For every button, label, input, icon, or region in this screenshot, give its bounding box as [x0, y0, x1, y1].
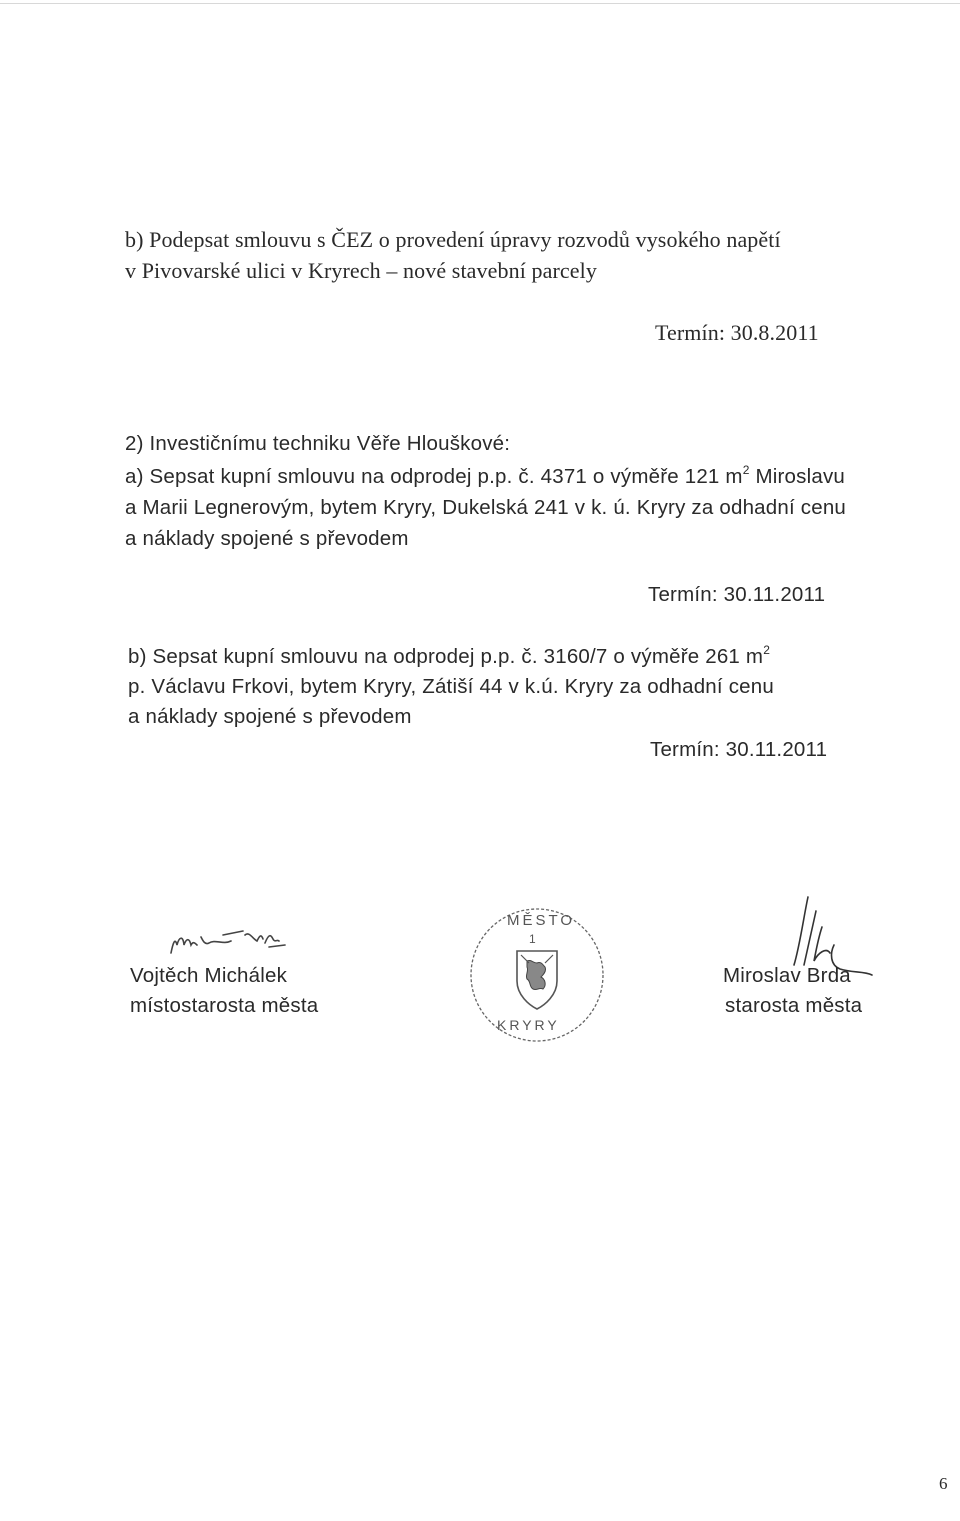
task-2b-deadline: Termín: 30.11.2011 — [650, 738, 828, 761]
stamp-bottom-text: KRYRY — [497, 1017, 560, 1033]
task-2a-text: a) Sepsat kupní smlouvu na odprodej p.p. č. 4371 o výměře 121 m — [125, 465, 743, 488]
task-2a-line-1 — [125, 463, 845, 488]
task-2b-line-1 — [128, 643, 771, 668]
superscript-2: 2 — [763, 643, 771, 657]
task-2b-line-2: p. Václavu Frkovi, bytem Kryry, Zátiší 44 v k.ú. Kryry za odhadní cenu — [128, 675, 774, 698]
stamp-number: 1 — [529, 932, 536, 946]
task-2a-line-2: a Marii Legnerovým, bytem Kryry, Dukelská 241 v k. ú. Kryry za odhadní cenu — [125, 496, 847, 519]
stamp-top-text: MĚSTO — [507, 912, 576, 929]
task-2b-line-3: a náklady spojené s převodem — [128, 705, 412, 728]
section-2-heading: 2) Investičnímu techniku Věře Hlouškové: — [125, 432, 511, 455]
left-signatory-name: Vojtěch Michálek — [130, 964, 288, 987]
task-1b-line-1: b) Podepsat smlouvu s ČEZ o provedení úpravy rozvodů vysokého napětí — [125, 227, 781, 252]
task-2a-deadline: Termín: 30.11.2011 — [648, 583, 826, 606]
task-1b-line-2: v Pivovarské ulici v Kryrech – nové stavební parcely — [125, 258, 597, 283]
page-number: 6 — [939, 1474, 948, 1493]
right-signatory-name: Miroslav Brda — [723, 964, 851, 987]
task-2a-line-3: a náklady spojené s převodem — [125, 527, 409, 550]
task-2b-text: b) Sepsat kupní smlouvu na odprodej p.p. č. 3160/7 o výměře 261 m — [128, 645, 764, 668]
top-scan-edge — [0, 3, 960, 4]
task-1b-deadline: Termín: 30.8.2011 — [655, 320, 819, 345]
left-signatory-role: místostarosta města — [130, 994, 319, 1017]
signature-michalek — [165, 915, 315, 965]
task-2a-text-end: Miroslavu — [749, 465, 845, 488]
superscript-2: 2 — [742, 463, 750, 477]
right-signatory-role: starosta města — [725, 994, 863, 1017]
